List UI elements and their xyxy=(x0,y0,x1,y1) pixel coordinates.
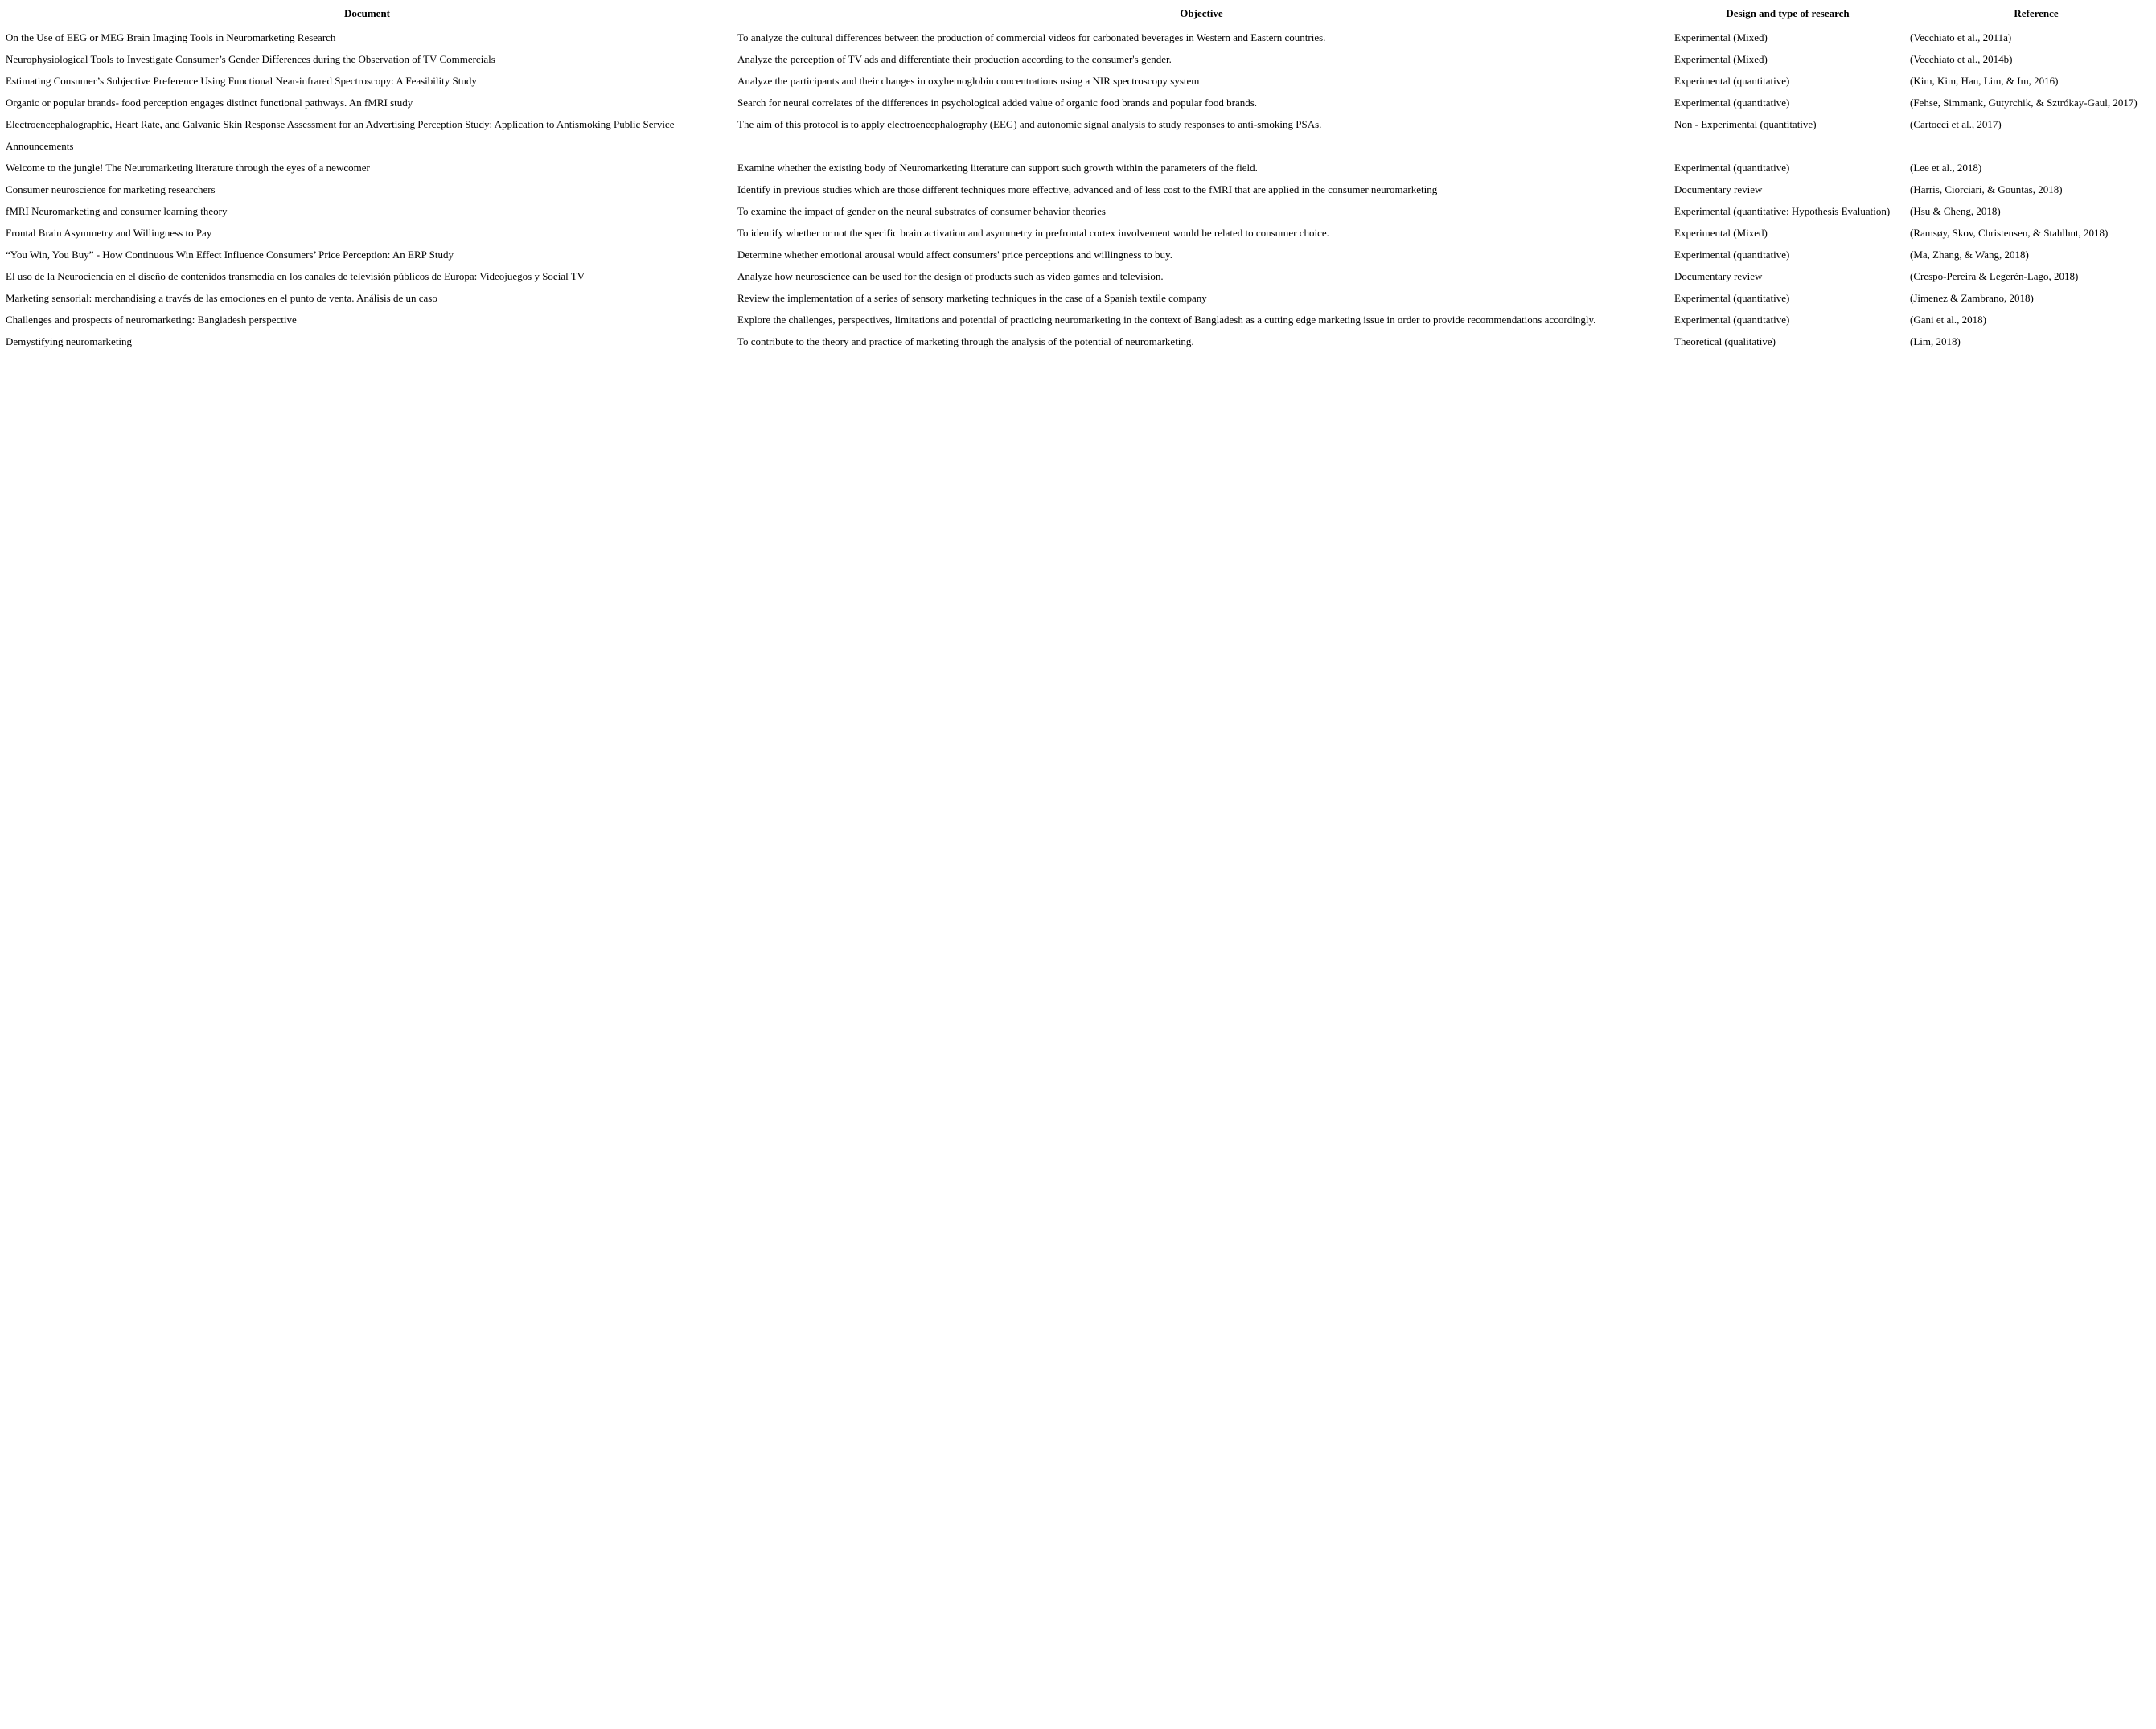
header-document: Document xyxy=(343,7,391,19)
cell-design: Documentary review xyxy=(1674,270,1763,282)
cell-design: Experimental (Mixed) xyxy=(1674,53,1768,65)
table-row xyxy=(2,265,2156,287)
cell-reference: (Ramsøy, Skov, Christensen, & Stahlhut, 2018) xyxy=(1910,227,2109,239)
cell-objective: Explore the challenges, perspectives, limitations and potential of practicing neuromarketing in the context of Bangladesh as a cutting edge marketing issue in order to provide recommendations accordingly. xyxy=(737,314,1596,326)
cell-objective: To contribute to the theory and practice of marketing through the analysis of the potential of neuromarketing. xyxy=(737,335,1194,347)
table-row xyxy=(2,244,2156,265)
cell-design: Experimental (Mixed) xyxy=(1674,227,1768,239)
table-row xyxy=(2,27,2156,48)
cell-document: On the Use of EEG or MEG Brain Imaging Tools in Neuromarketing Research xyxy=(6,31,336,43)
research-table xyxy=(0,0,2156,352)
cell-objective: Identify in previous studies which are those different techniques more effective, advanced and of less cost to the fMRI that are applied in the consumer neuromarketing xyxy=(737,183,1438,195)
table-row xyxy=(2,331,2156,352)
cell-objective: To analyze the cultural differences between the production of commercial videos for carbonated beverages in Western and Eastern countries. xyxy=(737,31,1326,43)
cell-objective: Examine whether the existing body of Neuromarketing literature can support such growth within the parameters of the field. xyxy=(737,162,1258,174)
cell-document: Consumer neuroscience for marketing researchers xyxy=(6,183,216,195)
cell-reference: (Gani et al., 2018) xyxy=(1910,314,1986,326)
table-row xyxy=(2,157,2156,179)
cell-design: Theoretical (qualitative) xyxy=(1674,335,1776,347)
cell-document: Challenges and prospects of neuromarketing: Bangladesh perspective xyxy=(6,314,297,326)
cell-document: Estimating Consumer’s Subjective Preference Using Functional Near-infrared Spectroscopy: A Feasibility Study xyxy=(6,75,477,87)
cell-objective: Review the implementation of a series of sensory marketing techniques in the case of a Spanish textile company xyxy=(737,292,1207,304)
cell-document: Neurophysiological Tools to Investigate Consumer’s Gender Differences during the Observation of TV Commercials xyxy=(6,53,495,65)
cell-reference: (Ma, Zhang, & Wang, 2018) xyxy=(1910,248,2029,261)
cell-design: Experimental (quantitative) xyxy=(1674,162,1790,174)
cell-objective: Analyze the participants and their changes in oxyhemoglobin concentrations using a NIR spectroscopy system xyxy=(737,75,1200,87)
table-row xyxy=(2,179,2156,200)
cell-design: Experimental (quantitative) xyxy=(1674,292,1790,304)
table-row xyxy=(2,113,2156,157)
table-row xyxy=(2,222,2156,244)
cell-reference: (Hsu & Cheng, 2018) xyxy=(1910,205,2001,217)
cell-document: “You Win, You Buy” - How Continuous Win Effect Influence Consumers’ Price Perception: An ERP Study xyxy=(6,248,454,261)
cell-design: Experimental (quantitative) xyxy=(1674,314,1790,326)
cell-reference: (Kim, Kim, Han, Lim, & Im, 2016) xyxy=(1910,75,2059,87)
cell-design: Experimental (quantitative: Hypothesis Evaluation) xyxy=(1674,205,1891,217)
cell-document: fMRI Neuromarketing and consumer learning theory xyxy=(6,205,228,217)
cell-document: Organic or popular brands- food perception engages distinct functional pathways. An fMRI study xyxy=(6,97,413,109)
cell-objective: Search for neural correlates of the differences in psychological added value of organic food brands and popular food brands. xyxy=(737,97,1258,109)
cell-document: Frontal Brain Asymmetry and Willingness to Pay xyxy=(6,227,212,239)
table-row xyxy=(2,287,2156,309)
table-row xyxy=(2,200,2156,222)
table-row xyxy=(2,70,2156,92)
header-objective: Objective xyxy=(1180,7,1223,19)
table-row xyxy=(2,309,2156,331)
cell-reference: (Cartocci et al., 2017) xyxy=(1910,118,2002,130)
cell-design: Experimental (quantitative) xyxy=(1674,75,1790,87)
cell-document: Marketing sensorial: merchandising a través de las emociones en el punto de venta. Análisis de un caso xyxy=(6,292,437,304)
cell-reference: (Crespo-Pereira & Legerén-Lago, 2018) xyxy=(1910,270,2079,282)
cell-objective: Analyze how neuroscience can be used for the design of products such as video games and television. xyxy=(737,270,1164,282)
cell-design: Documentary review xyxy=(1674,183,1763,195)
cell-objective: The aim of this protocol is to apply electroencephalography (EEG) and autonomic signal analysis to study responses to anti-smoking PSAs. xyxy=(737,118,1322,130)
header-reference: Reference xyxy=(2014,7,2059,19)
research-table-container xyxy=(0,0,2156,352)
cell-reference: (Vecchiato et al., 2011a) xyxy=(1910,31,2012,43)
header-design: Design and type of research xyxy=(1726,7,1850,19)
cell-reference: (Fehse, Simmank, Gutyrchik, & Sztrókay-Gaul, 2017) xyxy=(1910,97,2138,109)
cell-reference: (Vecchiato et al., 2014b) xyxy=(1910,53,2013,65)
table-header-row xyxy=(2,0,2156,27)
cell-document: El uso de la Neurociencia en el diseño de contenidos transmedia en los canales de televisión públicos de Europa: Videojuegos y Social TV xyxy=(6,270,585,282)
cell-document: Welcome to the jungle! The Neuromarketing literature through the eyes of a newcomer xyxy=(6,162,370,174)
table-row xyxy=(2,48,2156,70)
cell-design: Non - Experimental (quantitative) xyxy=(1674,118,1817,130)
cell-objective: Analyze the perception of TV ads and differentiate their production according to the consumer's gender. xyxy=(737,53,1172,65)
cell-reference: (Harris, Ciorciari, & Gountas, 2018) xyxy=(1910,183,2063,195)
cell-objective: To examine the impact of gender on the neural substrates of consumer behavior theories xyxy=(737,205,1106,217)
cell-document: Demystifying neuromarketing xyxy=(6,335,133,347)
cell-design: Experimental (Mixed) xyxy=(1674,31,1768,43)
table-row xyxy=(2,92,2156,113)
cell-reference: (Lim, 2018) xyxy=(1910,335,1961,347)
cell-reference: (Lee et al., 2018) xyxy=(1910,162,1982,174)
cell-document: Electroencephalographic, Heart Rate, and Galvanic Skin Response Assessment for an Advertising Perception Study: Application to Antismoking Public Service Announcements xyxy=(6,118,675,152)
cell-objective: Determine whether emotional arousal would affect consumers' price perceptions and willingness to buy. xyxy=(737,248,1172,261)
cell-design: Experimental (quantitative) xyxy=(1674,97,1790,109)
cell-design: Experimental (quantitative) xyxy=(1674,248,1790,261)
cell-objective: To identify whether or not the specific brain activation and asymmetry in prefrontal cortex involvement would be related to consumer choice. xyxy=(737,227,1329,239)
cell-reference: (Jimenez & Zambrano, 2018) xyxy=(1910,292,2034,304)
